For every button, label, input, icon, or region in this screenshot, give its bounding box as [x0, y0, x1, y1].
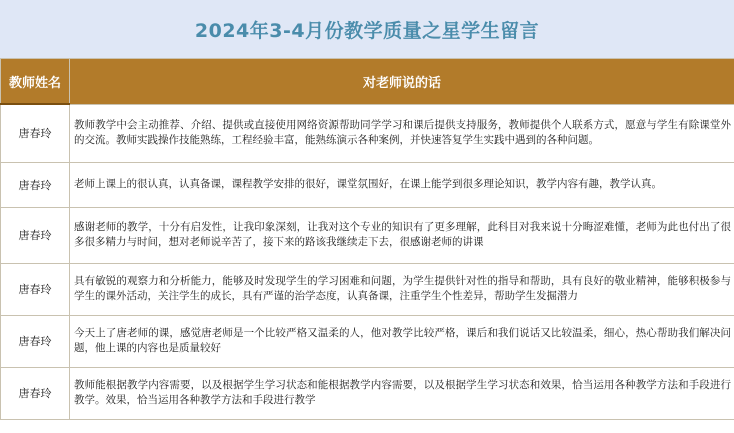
comment-cell[interactable]: 感谢老师的教学，十分有启发性，让我印象深刻，让我对这个专业的知识有了更多理解，此科目对我来说十分晦涩难懂，老师为此也付出了很多很多精力与时间，想对老师说辛苦了，接下来的路该我继续走下去，很感谢老师的讲课: [70, 207, 734, 263]
page-title: 2024年3-4月份教学质量之星学生留言: [0, 0, 734, 59]
table-row: [1, 263, 734, 315]
teacher-name-cell[interactable]: 唐春玲: [1, 104, 70, 162]
table-row: [1, 207, 734, 263]
comment-cell[interactable]: 具有敏锐的观察力和分析能力，能够及时发现学生的学习困难和问题，为学生提供针对性的指导和帮助，具有良好的敬业精神，能够积极参与学生的课外活动，关注学生的成长，具有严谨的治学态度，认真备课，注重学生个性差异，帮助学生发掘潜力: [70, 263, 734, 315]
teacher-name-cell[interactable]: 唐春玲: [1, 207, 70, 263]
comments-table: [0, 58, 734, 420]
teacher-name-cell[interactable]: 唐春玲: [1, 367, 70, 419]
teacher-name-cell[interactable]: 唐春玲: [1, 315, 70, 367]
teacher-name-cell[interactable]: 唐春玲: [1, 263, 70, 315]
table-row: [1, 367, 734, 419]
comment-cell[interactable]: 教师能根据教学内容需要，以及根据学生学习状态和能根据教学内容需要，以及根据学生学习状态和效果，恰当运用各种教学方法和手段进行教学。效果，恰当运用各种教学方法和手段进行教学: [70, 367, 734, 419]
table-row: [1, 315, 734, 367]
comment-cell[interactable]: 老师上课上的很认真，认真备课，课程教学安排的很好，课堂氛围好，在课上能学到很多理论知识，教学内容有趣，教学认真。: [70, 162, 734, 207]
teacher-name-cell[interactable]: 唐春玲: [1, 162, 70, 207]
header-row: [1, 59, 734, 105]
comment-cell[interactable]: 今天上了唐老师的课，感觉唐老师是一个比较严格又温柔的人，他对教学比较严格，课后和我们说话又比较温柔，细心，热心帮助我们解决问题，他上课的内容也是质量较好: [70, 315, 734, 367]
table-row: [1, 162, 734, 207]
comment-cell[interactable]: 教师教学中会主动推荐、介绍、提供或直接使用网络资源帮助同学学习和课后提供支持服务，教师提供个人联系方式，愿意与学生有除课堂外的交流。教师实践操作技能熟练，工程经验丰富，能熟练演示各种案例，并快速答复学生实践中遇到的各种问题。: [70, 104, 734, 162]
column-header-teacher: 教师姓名: [1, 59, 70, 105]
column-header-comment: 对老师说的话: [70, 59, 734, 105]
table-row: [1, 104, 734, 162]
